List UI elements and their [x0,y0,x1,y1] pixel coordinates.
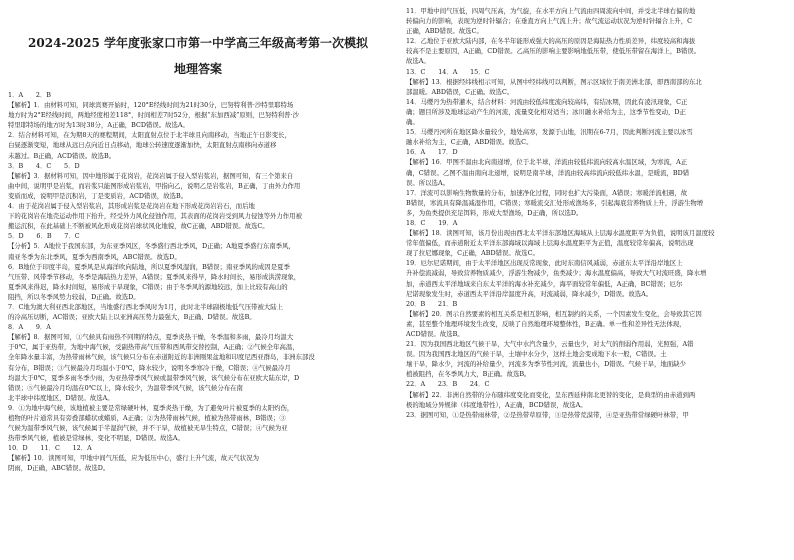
text-line: 4．由于花岗岩属于侵入型岩浆岩，其形成岩浆是花岗岩在地下形成花岗岩岩石，而后地 [8,202,255,211]
text-line: 23．据图可知，①是热带雨林带，②是热带草原带，③是热带荒漠带，④是亚热带常绿硬叶林带，甲 [406,410,689,419]
text-line: 升补偿流减弱，导致营养物质减少，浮游生物减少，鱼类减少；海水温度偏高，导致大气对流旺盛，降水增 [406,269,707,278]
text-line: 3．B 4．C 5．D [8,161,80,170]
text-line: 的冷高压切断，AC错误；亚欧大陆上以亚洲高压势力最强大，B正确、D错误。故选B。 [8,313,256,322]
text-line: 误。因为我国西北地区的气候干旱，土壤中水分少，这样土地会变成地下水一般，C错误。土 [406,350,667,359]
text-line: 全年降水量丰富，为热带雨林气候，该气候只分布在赤道附近的非洲刚果盆地和印度尼西亚群岛，非洲东部没 [8,353,315,362]
text-line: 确。 [406,118,419,127]
text-line: 部温暖。ABD错误，C正确。故选C。 [406,87,514,96]
text-line: 9．①为地中海气候，该地植被主要是常绿硬叶林，夏季炎热干燥，为了避免叶片被夏季的太阳灼伤， [8,403,294,412]
text-line: 19．厄尔尼诺期间，由于太平洋地区出现反常现象，此时东南信风减弱，赤道东太平洋沿岸地区上 [406,259,683,268]
text-line: 7．C地为澳大利亚西北部地区，当地盛行西北季风时为1月，此时北半球副极地低气压带被大陆上 [8,302,284,311]
text-line: 10．D 11．C 12．A [8,444,92,453]
text-line: 【解析】3．据材料可知，因中地形属于花岗岩，花岗岩属于侵入型岩浆岩，据图可知，有三个第来自 [8,171,294,180]
text-line: 搬运沉积，在此基础上不断被风化形成花岗岩球状风化地貌，故C正确，ABD错误。故选C。 [8,222,269,231]
text-line: 常年值偏低，而赤道附近太平洋东部海域以海域上层海水温度距平为正值，温度较常年偏高，说明出现 [406,239,694,248]
text-line: 5．D 6．B 7．C [8,232,80,241]
text-line: 正确，ABD错误。故选C。 [406,27,483,36]
right-column-body [406,0,786,420]
text-line: 气压带、风带季节移动，冬季是海陆热力差异，A错误；夏季风来得早，降水时间长，易形成洪涝现象， [8,272,301,281]
text-line: 尼诺现象发生时，赤道西太平洋沿岸温度升高，对流减弱，降水减少，D错误。故选A。 [406,289,653,298]
text-line: 误。所以选A。 [406,178,449,187]
text-line: 植物的叶片通常具有旁叠部蜡状或蜡质，A正确；②为热带雨林气候，植被为热带雨林，B错误；③ [8,414,286,422]
text-line: 素，甚至整个地理环境发生改变，反映了自然地理环境整体性，B正确。单一性和差异性无法体现， [406,319,686,328]
text-line: 加，赤道西太平洋地域来自东太平洋的海水补充减少，海平面较常年偏低，A正确，BC错误；厄尔 [406,279,683,288]
text-line: 夏季风来得迟，降水时间短，易形成干旱现象，C错误；由于冬季风的源地较远，加上比较有高山的 [8,282,288,291]
text-line: B错误，寒流具有降温减湿作用，C错误；寒暖流交汇处形成渔场多，引起海底营养物质上升，浮游生物增 [406,198,704,207]
text-line: 【解析】16．甲图不温由北向南递增，位于北半球，洋流由较低纬流向较高水温区域，为寒流，A正 [406,158,688,167]
right-column [406,0,786,420]
text-line: 多，为鱼类提供充足饵料，形成大型渔场，D正确，所以选D。 [406,208,583,217]
text-line: 【解析】10．读图可知，甲地中间气压低，应为低压中心，盛行上升气流，故天气状况为 [8,454,259,463]
text-line: 变质而成，说明甲是沉积岩，丁是变质岩，ACD错误，故选B。 [8,191,188,200]
text-line: 11．甲地中间气压低，四周气压高，为气旋，在水平方向上气流由四周流向中间，并受北半球右偏的地 [406,7,696,15]
text-line: 15．马缨丹河所在地区降水量较少，地处高寒，发源于山地，汛期在6-7月，因此判断河流主要以冰雪 [406,128,693,137]
text-line: 【解析】20．图示自然要素的相互关系是相互影响，相互制约的关系，一个因素发生变化，会导致其它因 [406,309,702,318]
text-line: 下的花岗岩在地壳运动作用下抬升，经受外力风化侵蚀作用，其表面的花岗岩受到风力侵蚀等外力作用被 [8,212,302,221]
text-line: 17．洋流可以影响生物数量的分布，加速净化过程，同时也扩大污染面，A错误；寒暖洋流相遇，故 [406,188,688,197]
text-line: 【解析】18．读图可知，该月份出现由西北太平洋东部地区海域从上层海水温度距平为负值，说明该月温度较 [406,229,715,238]
text-line: 错误；⑤气候最冷月均温在0℃以上，降水较少，为温带季风气候，该气候分布在南 [8,383,243,392]
text-line: 12．乙地位于亚欧大陆内部，在冬半年能形成强大的高压的原因是海陆热力性质差异，纬度较高和海拔 [406,37,696,46]
text-line: 有分布，B错误；③气候最冷月均温小于0℃，降水较少，说明冬季寒冷干燥，C错误；④气候最冷月 [8,363,291,372]
text-line: 13．C 14．A 15．C [406,67,490,76]
text-line: 22．A 23．B 24．C [406,380,490,389]
text-line: 白昼逐渐变短，地球从远日点向近日点移动，地球公转速度逐渐加快，太阳直射点南移向赤道移 [8,141,277,150]
text-line: 【分析】5．A地位于我国东部，为东亚季风区，冬季盛行西北季风，D正确；A地夏季盛行东南季风， [8,242,295,251]
text-line: 16．A 17．D [406,148,458,157]
text-line: 【解析】1．由材料可知，同球宾赛开始时，120°E经线时间为21时30分，巴努特利普·沙特里耶特场 [8,101,294,110]
text-line: 均温大于0℃，夏季多雨冬季少雨，为亚热带季风气候或温带季风气候，该气候分布在亚欧大陆东岸，D [8,373,300,382]
text-line: 未越过。B正确，ACD错误。故选B。 [8,151,116,160]
text-line: 确，C错误。乙图不温由南向北递增，说明是南半球，洋流由较高纬流向较低纬水温，是暖流，BD错 [406,168,690,177]
text-line: 转偏向力的影响，表现为逆时针辐合；在垂直方向上气流上升；故气流运动状况为逆时针辐合上升，C [406,17,693,26]
text-line: 植被阻挡，在冬季风力大，B正确。故选B。 [406,370,531,379]
text-line: 8．A 9．A [8,323,51,332]
text-line: 1．A 2．B [8,91,52,99]
text-line: 【解析】22．非洲自然带的分布随纬度变化而变化，呈东西延伸南北更替的变化，是典型的由赤道到两 [406,390,696,399]
text-line: 较高不是主要原因，A正确，CD错误。乙高压的影响主要影响地低压带，使低压带留在海洋上，B错误。 [406,47,701,56]
page-subtitle: 地理答案 [173,62,222,76]
text-line: 故选A。 [406,57,430,66]
left-column-body [8,90,388,474]
text-line: 阻挡，所以冬季风势力较弱，D正确。故选D。 [8,292,140,301]
text-line: 21．因为我国西北地区气候干旱，大气中水汽含量少，云量也少，对太气的削弱作用弱，光照强，A错 [406,340,694,349]
text-line: 热带季风气候，植被是常绿林，变化不明显，D错误。故选A。 [8,434,184,443]
text-line: ACD错误。故选B。 [406,330,464,338]
left-column [8,0,388,474]
page-title: 2024-2025 学年度张家口市第一中学高三年级高考第一次模拟 [28,36,368,50]
text-line: 地方时为2°E经线时间，两地经度相差118°，时间相差7时52分，根据“东加西减”原则，巴努特利普·沙 [8,111,299,120]
text-line: 极的地域分异规律（纬度地带性），A正确，BCD错误，故选A。 [406,400,587,409]
text-line: 于0℃，属于亚热带，为地中海气候，受副热带高气压带和西风带交替控制，A正确；②气候全年高温， [8,343,299,352]
text-line: 18．C 19．A [406,218,458,227]
text-line: 现了拉尼娜现象，C正确，ABD错误。故选C。 [406,249,539,258]
text-line: 20．B 21．B [406,299,458,308]
text-line: 2．结合材料可知，在为期8天的赛程期间，太阳直射点位于北半球且向南移动，当地正午日影变长， [8,131,291,140]
text-line: 【解析】13．根据经纬线相示可知，从图中经纬线可以判断，图示区域位于南美洲北部，即西南部的东北 [406,77,702,86]
text-line: 北半球中纬度地区，D错误。故选A。 [8,393,114,402]
text-line: 气候为温带季风气候，该气候属于半湿润气候，并不干旱，故植被无旱生特点，C错误；④气候为亚 [8,424,288,433]
text-line: 融水补给为主，C正确，ABD错误。故选C。 [406,138,533,147]
text-line: 特里耶特场的地方时为13时38分，A正确，BCD错误。故选A。 [8,121,189,130]
text-line: 曲中间，说明甲是岩浆，而岩浆只能图形成岩浆岩，甲指向乙，说明乙是岩浆岩，B正确，丁由外力作用 [8,181,301,190]
text-line: 阴雨，D正确，ABC错误。故选D。 [8,464,110,473]
text-line: 【解析】8．据图可知，①气候具有雨热不同期的特点，夏季炎热干燥，冬季温和多雨，最冷月均温大 [8,333,294,342]
text-line: 确；题目所涉及地球运动产生的河流，流量变化相对适当；冰川融水补给为主，这季节性变动，D正 [406,107,686,116]
text-line: 壤干旱，降水少，河流的补给量少，河流多为季节性河流，流量也小，D错误。气候干旱，地面缺少 [406,360,686,369]
text-line: 南亚冬季为东北季风，夏季为西南季风，ABC错误。故选D。 [8,252,181,261]
text-line: 6．B地位于印度半岛，夏季风是从海洋吹向陆地，所以夏季风湿润，B错误；南亚季风的成因是夏季 [8,262,290,271]
text-line: 14．马缨丹为热带灌木，结合材料：河流由较低纬度流向较高纬，有结冰期，因此有凌汛现象，C正 [406,97,688,106]
